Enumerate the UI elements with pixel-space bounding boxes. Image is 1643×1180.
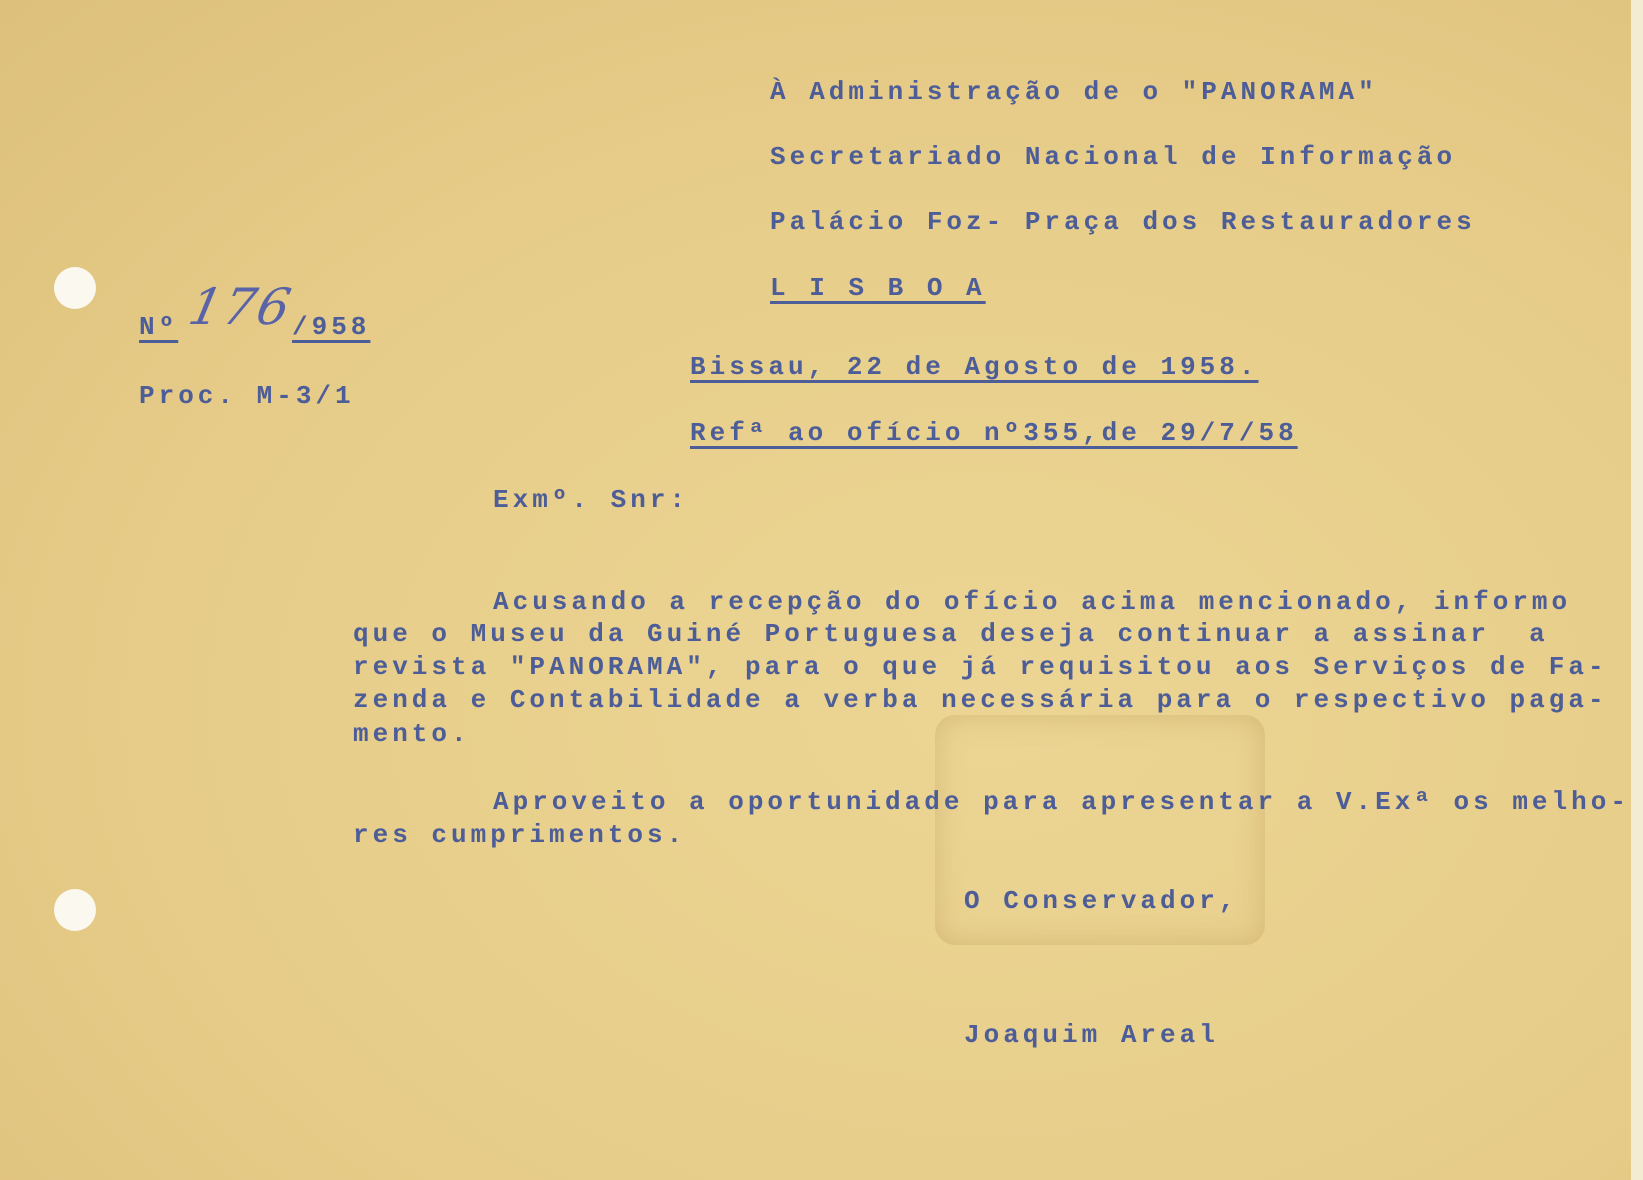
handwritten-number: 176 (183, 278, 298, 336)
addressee-line-2: Secretariado Nacional de Informação (770, 142, 1457, 172)
punch-hole (54, 889, 96, 931)
closing: O Conservador, (964, 886, 1239, 916)
body-line: res cumprimentos. (353, 820, 687, 850)
addressee-line-1: À Administração de o "PANORAMA" (770, 77, 1378, 107)
addressee-city: L I S B O A (770, 273, 986, 303)
body-line: zenda e Contabilidade a verba necessária para o respectivo paga- (353, 685, 1608, 715)
paper-edge (1631, 0, 1643, 1180)
body-line: mento. (353, 719, 471, 749)
body-line: Aproveito a oportunidade para apresentar a V.Exª os melho- (493, 787, 1630, 817)
number-prefix: Nº (139, 312, 179, 342)
signatory-name: Joaquim Areal (964, 1020, 1219, 1050)
number-year: /958 (292, 312, 371, 342)
place-date: Bissau, 22 de Agosto de 1958. (690, 352, 1259, 382)
body-line: revista "PANORAMA", para o que já requisitou aos Serviços de Fa- (353, 652, 1608, 682)
salutation: Exmº. Snr: (493, 485, 690, 515)
body-line: Acusando a recepção do ofício acima mencionado, informo (493, 587, 1572, 617)
process-number: Proc. M-3/1 (139, 381, 355, 411)
body-line: que o Museu da Guiné Portuguesa deseja continuar a assinar a (353, 619, 1549, 649)
reference-line: Refª ao ofício nº355,de 29/7/58 (690, 418, 1298, 448)
addressee-line-3: Palácio Foz- Praça dos Restauradores (770, 207, 1476, 237)
punch-hole (54, 267, 96, 309)
